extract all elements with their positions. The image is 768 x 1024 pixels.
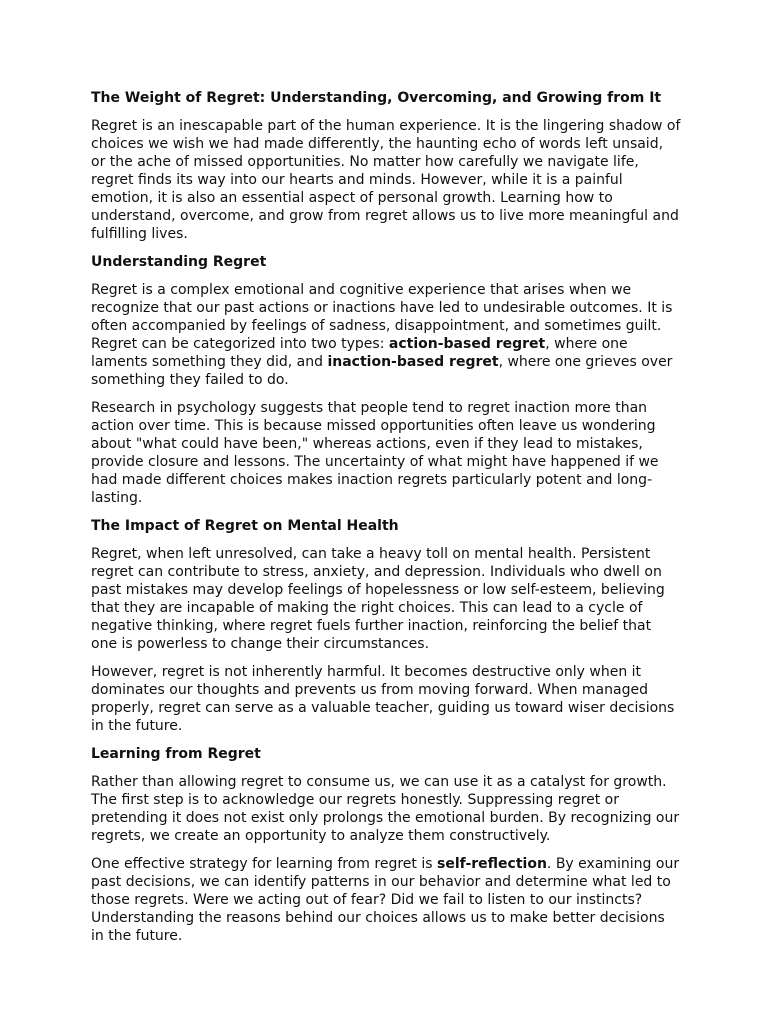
- paragraph-text: . By examining our past decisions, we can identify patterns in our behavior and determine what led to those regrets. Were we acting out of fear? Did we fail to listen to our instincts? Understanding the reasons behind our choices allows us to make better decisions in the future.: [91, 856, 680, 944]
- understanding-regret-paragraph-1: [91, 281, 681, 389]
- learning-paragraph-1: Rather than allowing regret to consume us, we can use it as a catalyst for growth. The first step is to acknowledge our regrets honestly. Suppressing regret or pretending it does not exist only prolongs the emotional burden. By recognizing our regrets, we create an opportunity to analyze them constructively.: [91, 774, 680, 844]
- understanding-regret-paragraph-2: Research in psychology suggests that people tend to regret inaction more than action over time. This is because missed opportunities often leave us wondering about "what could have been," whereas actions, even if they lead to mistakes, provide closure and lessons. The uncertainty of what might have happened if we had made different choices makes inaction regrets particularly potent and long-lasting.: [91, 400, 659, 506]
- document-page: [91, 89, 681, 955]
- document-title: The Weight of Regret: Understanding, Overcoming, and Growing from It: [91, 90, 662, 106]
- section-heading-understanding-regret: Understanding Regret: [91, 254, 267, 270]
- learning-paragraph-2: [91, 855, 681, 945]
- intro-paragraph: Regret is an inescapable part of the human experience. It is the lingering shadow of choices we wish we had made differently, the haunting echo of words left unsaid, or the ache of missed opportunities. No matter how carefully we navigate life, regret finds its way into our hearts and minds. However, while it is a painful emotion, it is also an essential aspect of personal growth. Learning how to understand, overcome, and grow from regret allows us to live more meaningful and fulfilling lives.: [91, 118, 681, 242]
- paragraph-text: , where one grieves over something they failed to do.: [91, 354, 673, 388]
- impact-paragraph-1: Regret, when left unresolved, can take a heavy toll on mental health. Persistent regret can contribute to stress, anxiety, and depression. Individuals who dwell on past mistakes may develop feelings of hopelessness or low self-esteem, believing that they are incapable of making the right choices. This can lead to a cycle of negative thinking, where regret fuels further inaction, reinforcing the belief that one is powerless to change their circumstances.: [91, 546, 665, 652]
- impact-paragraph-2: However, regret is not inherently harmful. It becomes destructive only when it dominates our thoughts and prevents us from moving forward. When managed properly, regret can serve as a valuable teacher, guiding us toward wiser decisions in the future.: [91, 664, 675, 734]
- paragraph-text: One effective strategy for learning from regret is: [91, 856, 437, 872]
- bold-term-action-based-regret: action-based regret: [388, 336, 546, 352]
- bold-term-inaction-based-regret: inaction-based regret: [327, 354, 499, 370]
- paragraph-text: , where one laments something they did, and: [91, 336, 628, 370]
- section-heading-impact-on-mental-health: The Impact of Regret on Mental Health: [91, 518, 399, 534]
- bold-term-self-reflection: self-reflection: [436, 856, 547, 872]
- section-heading-learning-from-regret: Learning from Regret: [91, 746, 261, 762]
- paragraph-text: Regret is a complex emotional and cognitive experience that arises when we recognize that our past actions or inactions have led to undesirable outcomes. It is often accompanied by feelings of sadness, disappointment, and sometimes guilt. Regret can be categorized into two types:: [91, 282, 673, 352]
